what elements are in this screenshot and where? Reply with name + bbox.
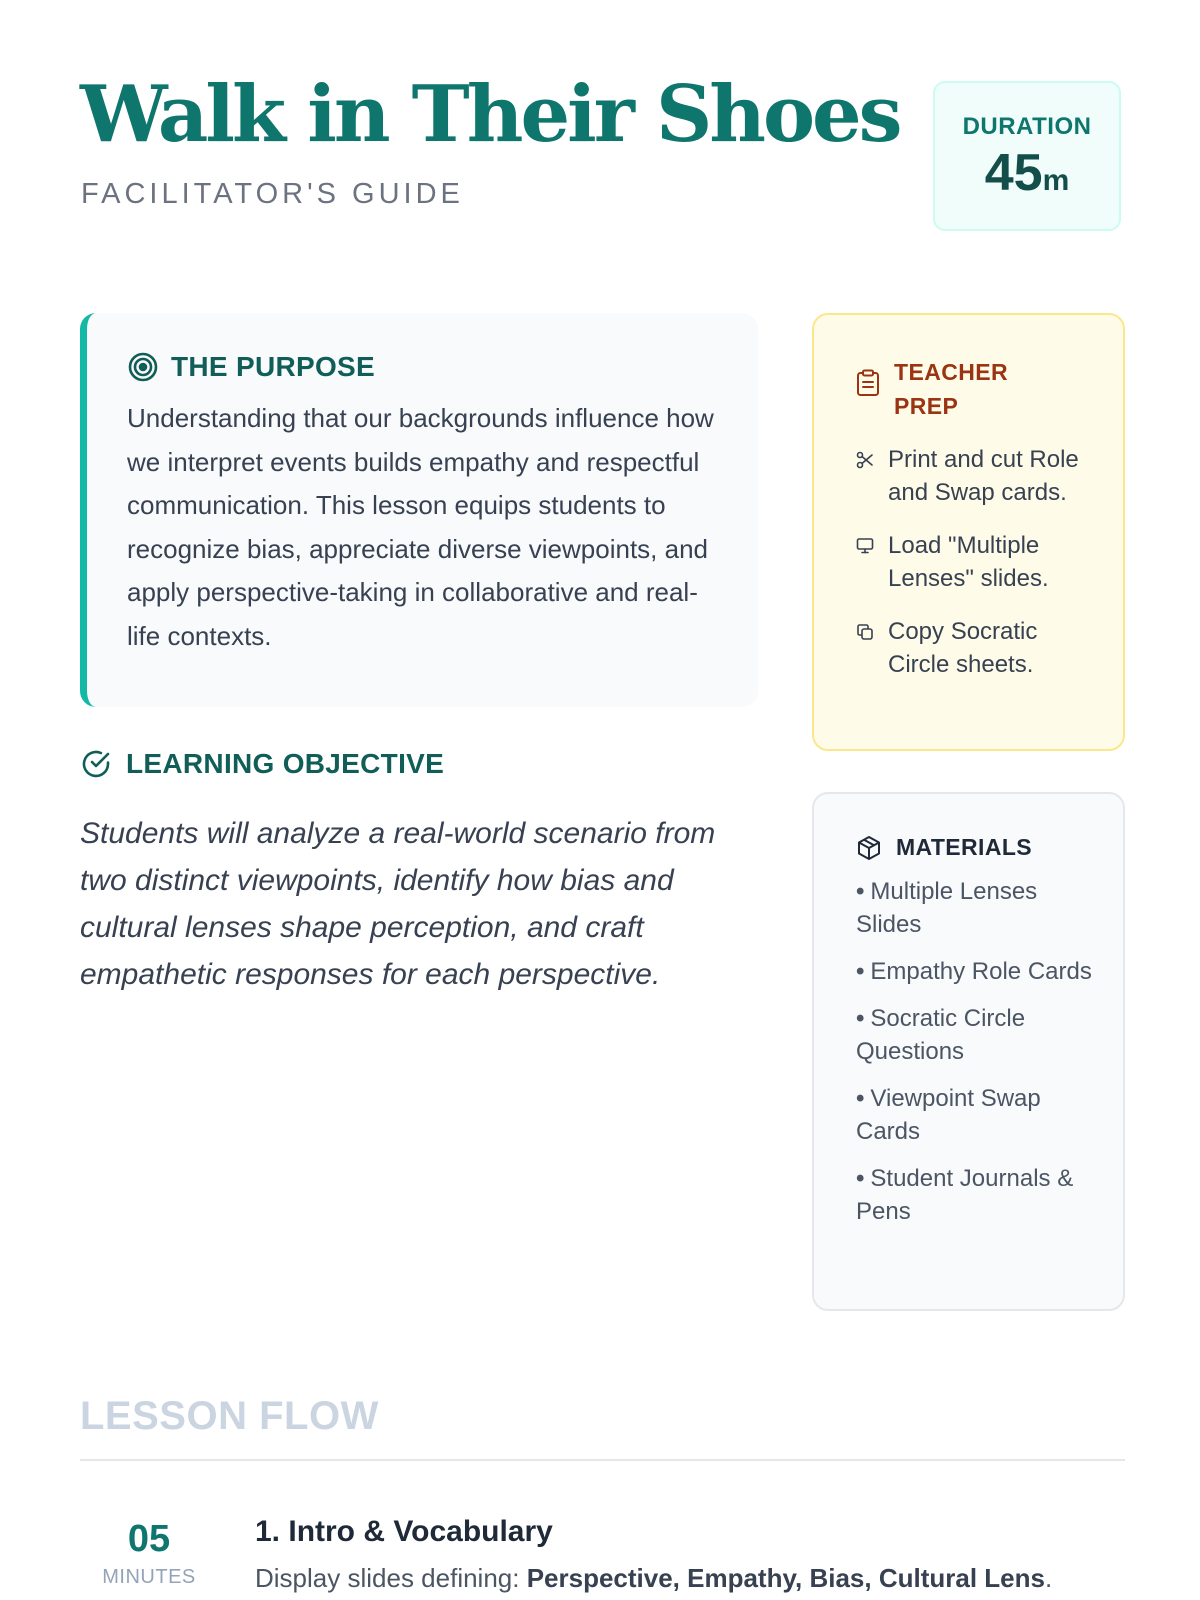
bullet: • — [856, 878, 865, 905]
objective-body: Students will analyze a real-world scenario from two distinct viewpoints, identify how bias and cultural lenses shape perception, and craft empathetic responses for each perspective. — [80, 817, 716, 991]
prep-item — [856, 529, 1099, 595]
step-minutes: 05 — [127, 1518, 171, 1560]
step-minutes-label: MINUTES — [102, 1566, 196, 1588]
purpose-heading — [127, 351, 728, 383]
prep-item-text: Load "Multiple Lenses" slides. — [888, 532, 1049, 592]
materials-list — [856, 875, 1099, 1228]
step-duration — [90, 1520, 208, 1589]
materials-item-text: Empathy Role Cards — [870, 958, 1092, 985]
step-content — [255, 1515, 1135, 1594]
prep-item — [856, 443, 1099, 509]
check-circle-icon — [80, 748, 112, 780]
purpose-heading-text: THE PURPOSE — [171, 351, 376, 382]
prep-item-text: Print and cut Role and Swap cards. — [888, 446, 1079, 506]
lesson-flow-heading: LESSON FLOW — [80, 1394, 379, 1438]
step-desc-prefix: Display slides defining: — [255, 1563, 527, 1593]
duration-card — [933, 81, 1121, 231]
prep-heading — [856, 355, 1099, 423]
duration-unit: m — [1042, 164, 1070, 197]
materials-item-text: Student Journals & Pens — [856, 1165, 1074, 1225]
bullet: • — [856, 958, 865, 985]
materials-card — [812, 792, 1125, 1311]
bullet: • — [856, 1005, 865, 1032]
duration-label: DURATION — [962, 113, 1092, 140]
materials-item — [856, 875, 1099, 941]
prep-item — [856, 615, 1099, 681]
bullet: • — [856, 1085, 865, 1112]
objective-heading-text: LEARNING OBJECTIVE — [126, 748, 445, 779]
materials-item — [856, 1002, 1099, 1068]
purpose-body: Understanding that our backgrounds influence how we interpret events builds empathy and respectful communication. This lesson equips students to recognize bias, appreciate diverse viewpoints, and apply perspective-taking in collaborative and real-life contexts. — [127, 403, 714, 651]
materials-item-text: Multiple Lenses Slides — [856, 878, 1038, 938]
objective-section — [80, 748, 770, 998]
materials-item — [856, 955, 1099, 988]
step-desc-terms: Perspective, Empathy, Bias, Cultural Lens — [526, 1563, 1045, 1593]
prep-heading-text: TEACHER PREP — [894, 359, 1008, 419]
scissors-icon — [856, 451, 874, 469]
materials-item-text: Viewpoint Swap Cards — [856, 1085, 1041, 1145]
materials-heading — [856, 834, 1099, 861]
materials-item — [856, 1082, 1099, 1148]
step-desc-suffix: . — [1044, 1563, 1053, 1593]
purpose-card — [80, 313, 758, 707]
materials-heading-text: MATERIALS — [896, 834, 1033, 860]
step-title: 1. Intro & Vocabulary — [255, 1515, 553, 1548]
bullet: • — [856, 1165, 865, 1192]
materials-item-text: Socratic Circle Questions — [856, 1005, 1026, 1065]
prep-item-text: Copy Socratic Circle sheets. — [888, 618, 1038, 678]
duration-number: 45 — [984, 144, 1043, 202]
step-description — [255, 1563, 1135, 1594]
page-subtitle: FACILITATOR'S GUIDE — [81, 178, 464, 210]
page-title: Walk in Their Shoes — [80, 69, 900, 160]
duration-value — [935, 144, 1119, 202]
objective-heading — [80, 748, 770, 780]
package-icon — [856, 835, 882, 861]
materials-item — [856, 1162, 1099, 1228]
clipboard-icon — [856, 369, 880, 397]
monitor-icon — [856, 537, 874, 555]
prep-list — [856, 443, 1099, 681]
teacher-prep-card — [812, 313, 1125, 751]
divider — [80, 1459, 1125, 1461]
copy-icon — [856, 623, 874, 641]
target-icon — [127, 351, 159, 383]
